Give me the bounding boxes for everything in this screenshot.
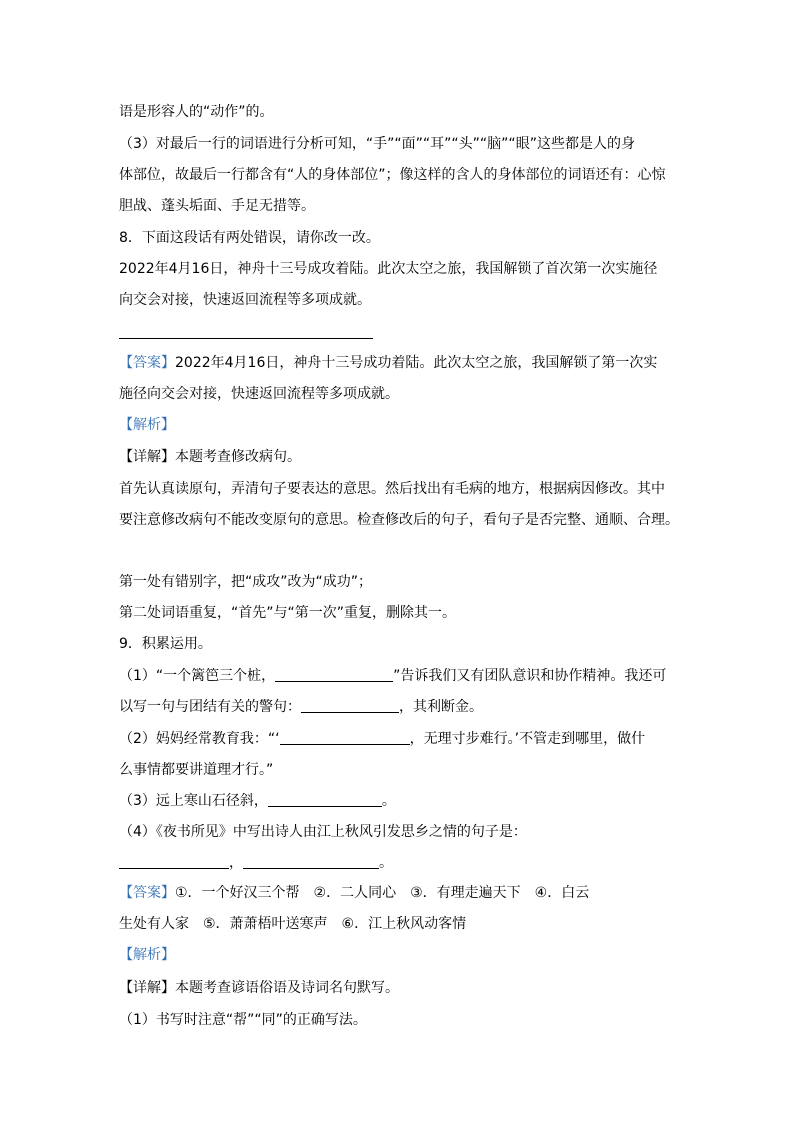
question-9-title: 9．积累运用。 bbox=[119, 636, 212, 652]
text-line bbox=[119, 667, 666, 685]
fill-blank bbox=[301, 698, 399, 713]
text-line: 第一处有错别字，把“成攻”改为“成功”； bbox=[119, 574, 373, 590]
text-line bbox=[119, 792, 396, 810]
text-line: 要注意修改病句不能改变原句的意思。检查修改后的句子，看句子是否完整、通顺、合理。 bbox=[119, 512, 679, 528]
fill-blank bbox=[243, 854, 379, 869]
text-span: 以写一句与团结有关的警句： bbox=[119, 699, 301, 715]
analysis-tag: 【解析】 bbox=[119, 417, 175, 433]
analysis-tag: 【解析】 bbox=[119, 947, 175, 963]
text-line bbox=[119, 854, 393, 872]
question-8-title: 8．下面这段话有两处错误，请你改一改。 bbox=[119, 230, 380, 246]
text-line: （3）对最后一行的词语进行分析可知，“手”“面”“耳”“头”“脑”“眼”这些都是人的身 bbox=[119, 136, 635, 152]
text-line: 第二处词语重复，“首先”与“第一次”重复，删除其一。 bbox=[119, 605, 457, 621]
text-span: （1）“一个篱笆三个桩， bbox=[119, 668, 276, 684]
text-span: ，其利断金。 bbox=[399, 699, 483, 715]
answer-line bbox=[119, 884, 589, 902]
text-line: 【详解】本题考查谚语俗语及诗词名句默写。 bbox=[119, 980, 399, 996]
text-span: （2）妈妈经常教育我：“‘ bbox=[119, 731, 280, 747]
text-line bbox=[119, 730, 645, 748]
text-line: 生处有人家 ⑤．萧萧梧叶送寒声 ⑥．江上秋风动客情 bbox=[119, 916, 467, 932]
text-line bbox=[119, 698, 483, 716]
text-line: 向交会对接，快速返回流程等多项成就。 bbox=[119, 292, 371, 308]
text-line: 2022年4月16日，神舟十三号成攻着陆。此次太空之旅，我国解锁了首次第一次实施径 bbox=[119, 261, 658, 277]
answer-line bbox=[119, 354, 657, 372]
text-line: 施径向交会对接，快速返回流程等多项成就。 bbox=[119, 386, 399, 402]
answer-tag: 【答案】 bbox=[119, 885, 175, 901]
text-line: 首先认真读原句，弄清句子要表达的意思。然后找出有毛病的地方，根据病因修改。其中 bbox=[119, 481, 665, 497]
answer-tag: 【答案】 bbox=[119, 355, 175, 371]
text-span: ”告诉我们又有团队意识和协作精神。我还可 bbox=[393, 668, 667, 684]
text-span: 。 bbox=[381, 793, 396, 809]
answer-text: 2022年4月16日，神舟十三号成功着陆。此次太空之旅，我国解锁了第一次实 bbox=[175, 355, 658, 371]
text-line: 么事情都要讲道理才行。” bbox=[119, 762, 274, 778]
text-line: （4）《夜书所见》中写出诗人由江上秋风引发思乡之情的句子是： bbox=[119, 824, 527, 840]
text-line: 体部位，故最后一行都含有“人的身体部位”；像这样的含人的身体部位的词语还有：心惊 bbox=[119, 167, 666, 183]
answer-text: ①．一个好汉三个帮 ②．二人同心 ③．有理走遍天下 ④．白云 bbox=[175, 885, 590, 901]
text-line: 胆战、蓬头垢面、手足无措等。 bbox=[119, 198, 315, 214]
text-span: 。 bbox=[379, 855, 393, 871]
text-line: 语是形容人的“动作”的。 bbox=[119, 104, 274, 120]
fill-blank bbox=[275, 667, 393, 682]
fill-blank bbox=[119, 854, 229, 869]
answer-rule bbox=[119, 338, 373, 339]
text-span: ， bbox=[229, 855, 243, 871]
fill-blank bbox=[268, 792, 382, 807]
text-line: 【详解】本题考查修改病句。 bbox=[119, 449, 301, 465]
fill-blank bbox=[280, 730, 410, 745]
text-span: （3）远上寒山石径斜， bbox=[119, 793, 268, 809]
text-line: （1）书写时注意“帮”“同”的正确写法。 bbox=[119, 1012, 367, 1028]
text-span: ，无理寸步难行。’不管走到哪里，做什 bbox=[409, 731, 646, 747]
